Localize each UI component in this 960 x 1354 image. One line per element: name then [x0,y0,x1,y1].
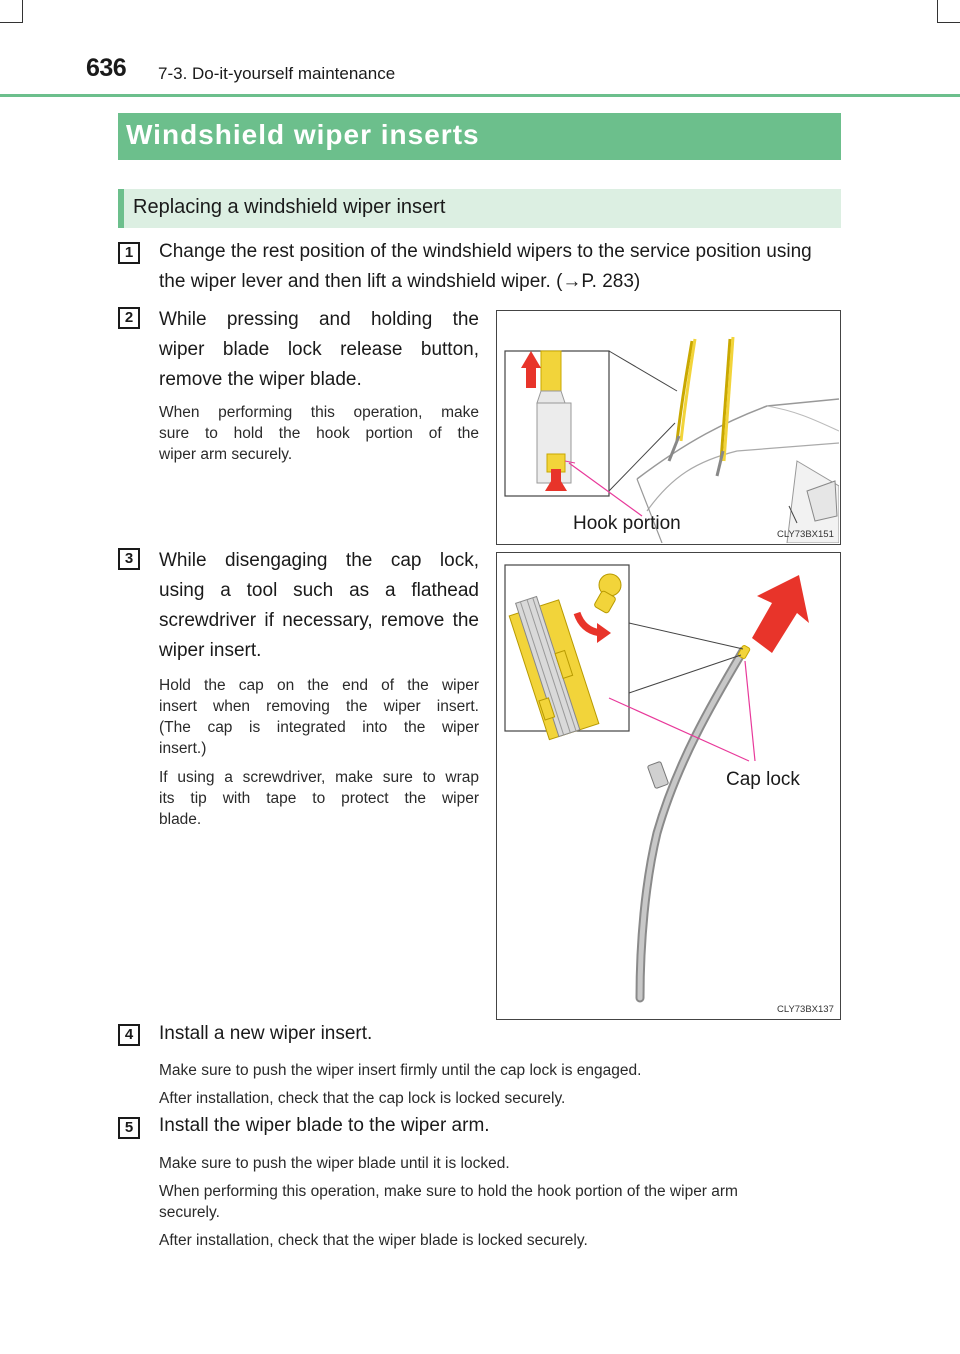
cap-lock-label: Cap lock [726,769,800,790]
note-line: If using a screwdriver, make sure to wrap [159,769,479,786]
figure-code: CLY73BX151 [777,529,834,540]
note-line: (The cap is integrated into the wiper [159,719,479,736]
step-3-note-2 [159,767,479,830]
step-4-text: Install a new wiper insert. [159,1023,373,1044]
page-title: Windshield wiper inserts [126,119,480,150]
direction-arrow-icon [752,575,809,653]
step-1-text [159,237,839,297]
step-3-note-1 [159,675,479,759]
step-4-note-2: After installation, check that the cap lock is locked securely. [159,1090,566,1107]
step-3-line: using a tool such as a flathead [159,580,479,601]
step-number-4: 4 [118,1024,140,1046]
note-line: insert when removing the wiper insert. [159,698,479,715]
figure-code: CLY73BX137 [777,1004,834,1015]
crop-mark-top-left [0,0,23,23]
step-2-line: wiper blade lock release button, [159,339,479,360]
step-2-line: remove the wiper blade. [159,369,362,390]
step-3-line: screwdriver if necessary, remove the [159,610,479,631]
hook-portion-label: Hook portion [573,513,681,534]
figure-wiper-insert-removal [496,552,841,1020]
step-number-2: 2 [118,307,140,329]
step-1-line: Change the rest position of the windshield wipers to the service position using [159,241,812,262]
wiper-blade-illustration [497,311,839,543]
note-line: Hold the cap on the end of the wiper [159,677,479,694]
note-line: securely. [159,1204,220,1221]
step-5-note-3: After installation, check that the wiper blade is locked securely. [159,1232,588,1249]
note-line: insert.) [159,740,207,757]
step-number-5: 5 [118,1117,140,1139]
note-line: sure to hold the hook portion of the [159,425,479,442]
subtitle: Replacing a windshield wiper insert [133,196,446,218]
step-4-note-1: Make sure to push the wiper insert firmly until the cap lock is engaged. [159,1062,642,1079]
step-number-1: 1 [118,242,140,264]
step-5-text: Install the wiper blade to the wiper arm. [159,1115,490,1136]
note-line: its tip with tape to protect the wiper [159,790,479,807]
note-line: When performing this operation, make sure to hold the hook portion of the wiper arm [159,1183,738,1200]
section-label: 7-3. Do-it-yourself maintenance [158,64,396,83]
step-5-note-2 [159,1181,839,1223]
crop-mark-top-right [937,0,960,23]
note-line: wiper arm securely. [159,446,293,463]
step-3-text [159,546,479,666]
step-2-note [159,402,479,465]
header-rule [0,94,960,97]
step-2-text [159,305,479,395]
note-line: When performing this operation, make [159,404,479,421]
figure-wiper-blade-removal [496,310,841,545]
page-number: 636 [86,54,127,82]
subtitle-accent [118,189,124,228]
note-line: blade. [159,811,202,828]
step-5-note-1: Make sure to push the wiper blade until it is locked. [159,1155,510,1172]
step-2-line: While pressing and holding the [159,309,479,330]
step-3-line: While disengaging the cap lock, [159,550,479,571]
step-3-line: wiper insert. [159,640,262,661]
step-number-3: 3 [118,548,140,570]
step-1-line: the wiper lever and then lift a windshield wiper. (→P. 283) [159,271,641,292]
